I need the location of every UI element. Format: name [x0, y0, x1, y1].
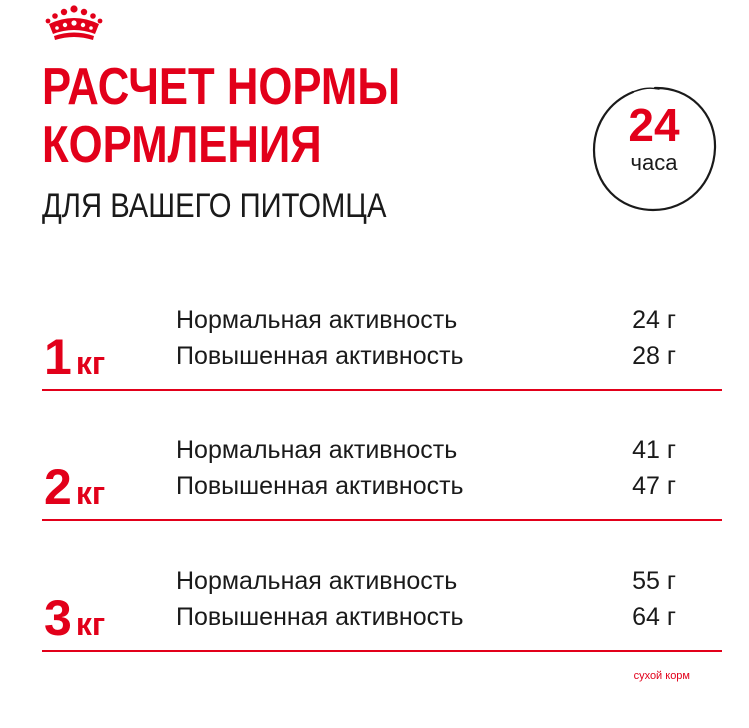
activity-normal-label: Нормальная активность [176, 567, 458, 595]
title-line-2: КОРМЛЕНИЯ [42, 116, 322, 174]
activity-high-amount: 28 г [632, 342, 676, 370]
badge-unit: часа [630, 150, 678, 175]
activity-normal-amount: 24 г [632, 306, 676, 334]
activity-high-amount: 47 г [632, 472, 676, 500]
hours-badge [589, 84, 719, 214]
weight-unit: кг [75, 345, 106, 381]
activity-high-label: Повышенная активность [176, 472, 464, 500]
footnote: сухой корм [633, 670, 690, 682]
feeding-row-1kg [42, 302, 722, 432]
weight-label [44, 329, 105, 391]
weight-unit: кг [75, 475, 106, 511]
weight-unit: кг [75, 606, 106, 642]
weight-label [44, 590, 105, 652]
row-divider [42, 519, 722, 521]
crown-logo [44, 4, 104, 42]
activity-high-amount: 64 г [632, 603, 676, 631]
page-title [42, 58, 400, 174]
weight-value: 2 [44, 459, 72, 515]
activity-normal-amount: 55 г [632, 567, 676, 595]
weight-label [44, 459, 105, 521]
row-divider [42, 389, 722, 391]
activity-high-label: Повышенная активность [176, 603, 464, 631]
weight-value: 3 [44, 590, 72, 646]
activity-normal-label: Нормальная активность [176, 436, 458, 464]
activity-normal-label: Нормальная активность [176, 306, 458, 334]
weight-value: 1 [44, 329, 72, 385]
title-line-1: РАСЧЕТ НОРМЫ [42, 58, 401, 116]
activity-high-label: Повышенная активность [176, 342, 464, 370]
page-subtitle: ДЛЯ ВАШЕГО ПИТОМЦА [42, 187, 387, 225]
activity-normal-amount: 41 г [632, 436, 676, 464]
feeding-row-2kg [42, 432, 722, 562]
badge-number: 24 [628, 99, 680, 151]
row-divider [42, 650, 722, 652]
